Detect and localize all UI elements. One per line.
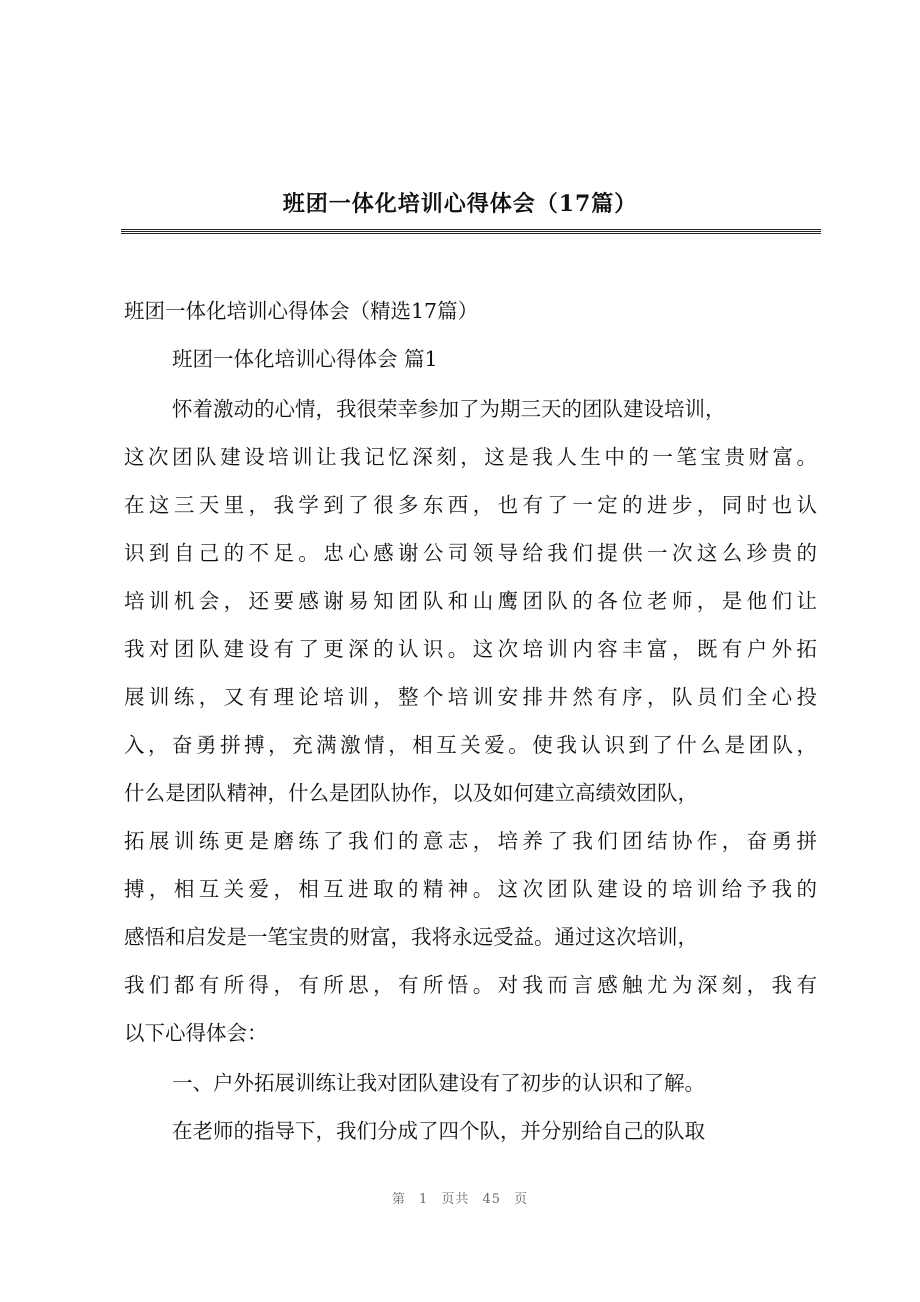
paragraph-line: 培训机会，还要感谢易知团队和山鹰团队的各位老师，是他们让 xyxy=(124,589,817,613)
paragraph-line: 我们都有所得，有所思，有所悟。对我而言感触尤为深刻，我有 xyxy=(124,973,817,997)
title-divider-middle xyxy=(121,231,821,232)
paragraph-line: 我对团队建设有了更深的认识。这次培训内容丰富，既有户外拓 xyxy=(124,637,817,661)
paragraph-line: 识到自己的不足。忠心感谢公司领导给我们提供一次这么珍贵的 xyxy=(124,541,817,565)
paragraph-line: 怀着激动的心情，我很荣幸参加了为期三天的团队建设培训， xyxy=(172,397,726,421)
numbered-point: 一、户外拓展训练让我对团队建设有了初步的认识和了解。 xyxy=(172,1071,705,1095)
title-divider-top xyxy=(121,229,821,230)
paragraph-line: 以下心得体会： xyxy=(124,1021,268,1045)
paragraph-line: 什么是团队精神，什么是团队协作，以及如何建立高绩效团队， xyxy=(124,781,698,805)
paragraph-line: 展训练，又有理论培训，整个培训安排井然有序，队员们全心投 xyxy=(124,685,817,709)
page-title: 班团一体化培训心得体会（17篇） xyxy=(282,191,638,217)
paragraph-line: 搏，相互关爱，相互进取的精神。这次团队建设的培训给予我的 xyxy=(124,877,817,901)
page-number: 第 1 页共 45 页 xyxy=(391,1192,529,1207)
document-subtitle: 班团一体化培训心得体会（精选17篇） xyxy=(124,299,479,323)
title-divider-bottom xyxy=(121,233,821,234)
paragraph-line: 在这三天里，我学到了很多东西，也有了一定的进步，同时也认 xyxy=(124,493,817,517)
paragraph-line: 在老师的指导下，我们分成了四个队，并分别给自己的队取 xyxy=(172,1119,705,1143)
paragraph-line: 感悟和启发是一笔宝贵的财富，我将永远受益。通过这次培训， xyxy=(124,925,698,949)
paragraph-line: 入，奋勇拼搏，充满激情，相互关爱。使我认识到了什么是团队， xyxy=(124,733,817,757)
paragraph-line: 拓展训练更是磨练了我们的意志，培养了我们团结协作，奋勇拼 xyxy=(124,829,817,853)
section-heading: 班团一体化培训心得体会 篇1 xyxy=(172,347,438,371)
paragraph-line: 这次团队建设培训让我记忆深刻，这是我人生中的一笔宝贵财富。 xyxy=(124,445,817,469)
